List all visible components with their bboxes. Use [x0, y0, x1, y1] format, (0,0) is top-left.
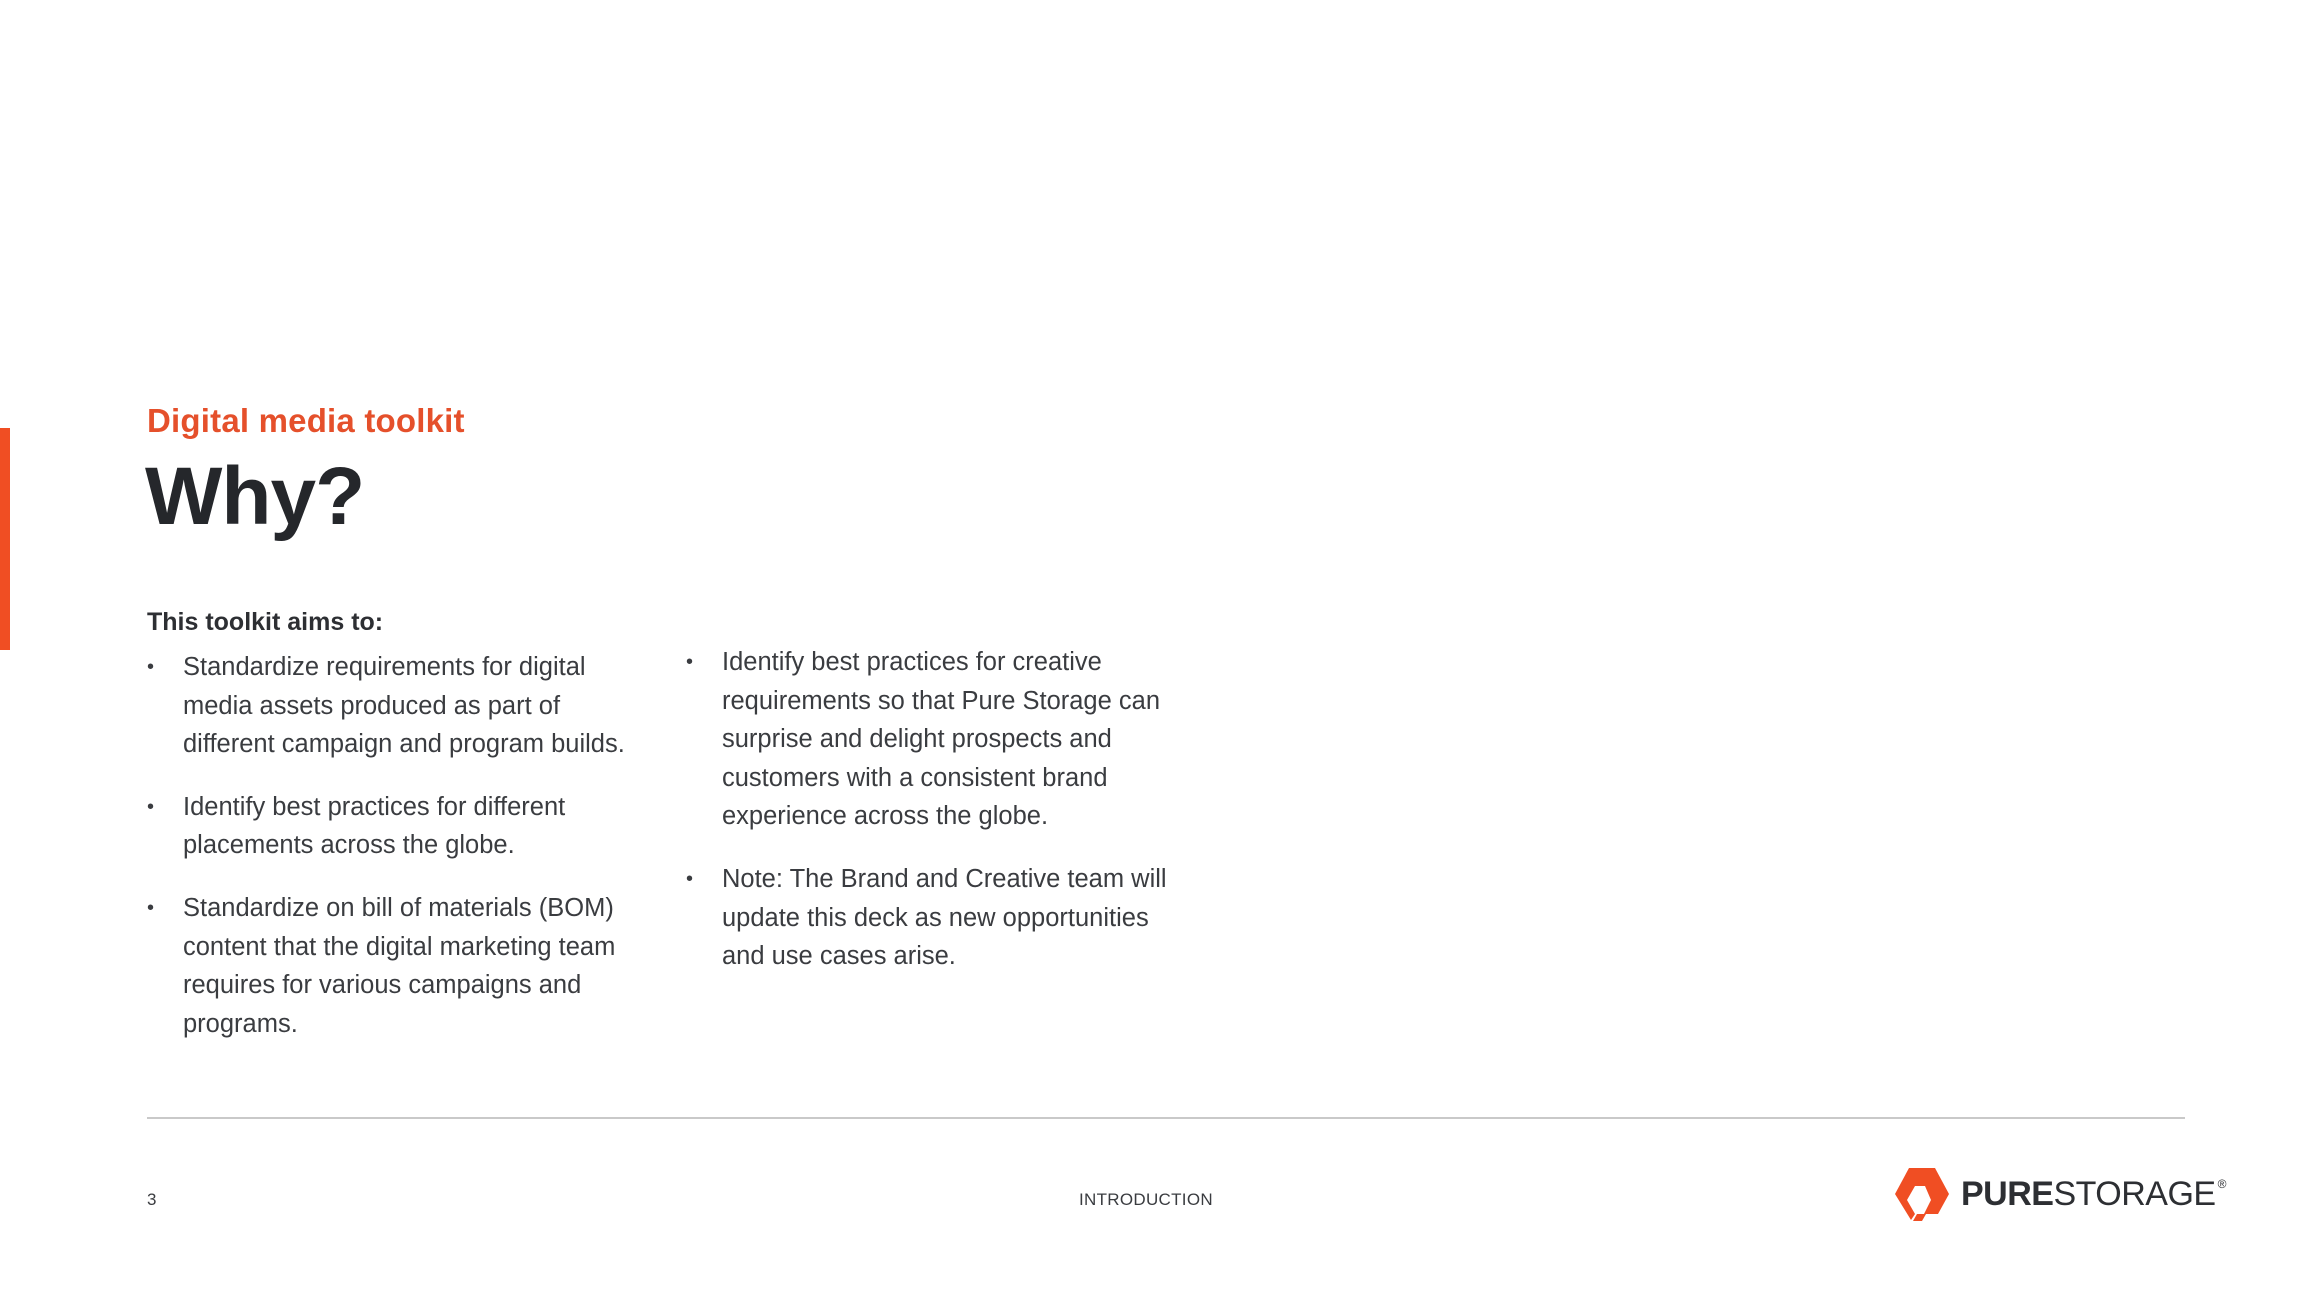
bullet-item: [147, 648, 647, 764]
bullet-text: Identify best practices for different placements across the globe.: [183, 792, 566, 860]
logo-word-storage: STORAGE: [2053, 1174, 2216, 1213]
bullet-text: Standardize on bill of materials (BOM) content that the digital marketing team requires for various campaigns and programs.: [183, 893, 616, 1038]
accent-bar: [0, 428, 10, 650]
page-number: 3: [147, 1190, 157, 1209]
footer-section-label: INTRODUCTION: [1079, 1190, 1213, 1209]
bullet-text: Identify best practices for creative requirements so that Pure Storage can surprise and delight prospects and customers with a consistent brand experience across the globe.: [722, 648, 1160, 831]
right-bullet-list: [686, 643, 1186, 1000]
bullet-item: [147, 788, 647, 865]
left-bullet-list: [147, 648, 647, 1067]
bullet-item: [686, 860, 1186, 976]
registered-mark: ®: [2217, 1176, 2226, 1191]
bullet-text: Note: The Brand and Creative team will update this deck as new opportunities and use cases arise.: [722, 864, 1167, 971]
pure-storage-logo-icon: [1893, 1166, 1951, 1222]
logo-wordmark: [1961, 1175, 2226, 1214]
section-eyebrow: Digital media toolkit: [147, 402, 465, 439]
logo-word-pure: PURE: [1961, 1174, 2054, 1213]
bullet-icon: •: [686, 867, 694, 890]
intro-heading: This toolkit aims to:: [147, 608, 384, 636]
bullet-item: [686, 643, 1186, 836]
pure-storage-logo: [1893, 1166, 2226, 1222]
bullet-icon: •: [147, 896, 155, 919]
bullet-icon: •: [686, 651, 694, 673]
footer-divider: [147, 1117, 2185, 1119]
bullet-icon: •: [147, 795, 155, 818]
bullet-text: Standardize requirements for digital media assets produced as part of different campaign and program builds.: [183, 653, 625, 759]
bullet-icon: •: [147, 656, 155, 678]
bullet-item: [147, 889, 647, 1043]
page-title: Why?: [145, 451, 365, 542]
